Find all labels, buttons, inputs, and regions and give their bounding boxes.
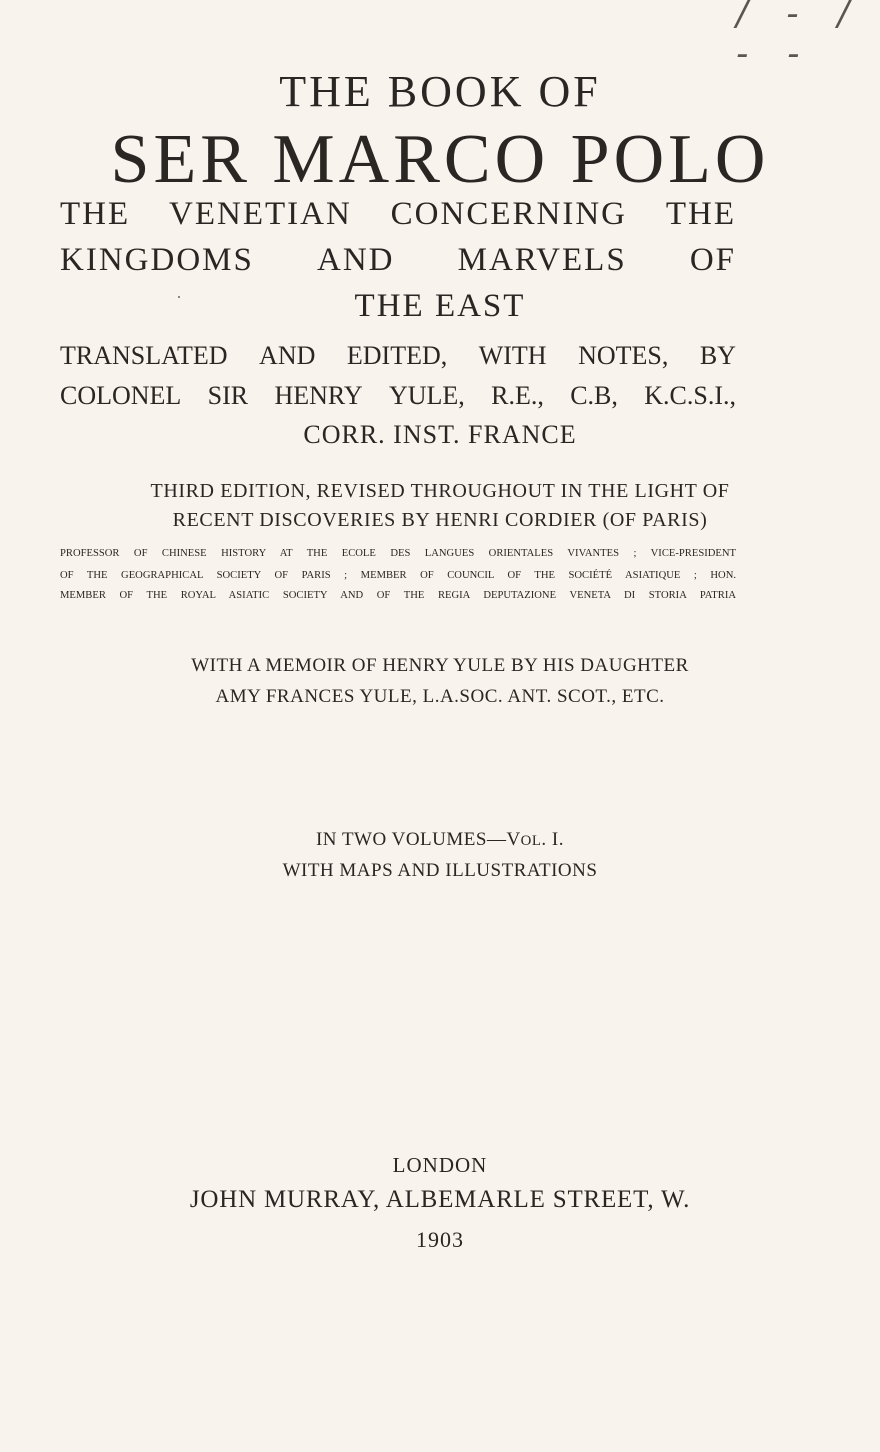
volumes-small-caps: OL: [520, 833, 542, 849]
translator-line-3: CORR. INST. FRANCE: [303, 420, 577, 449]
subtitle-word: THE: [665, 196, 736, 232]
subtitle-word: OF: [689, 242, 736, 278]
translator-word: HENRY: [274, 381, 363, 410]
translator-word: K.C.S.I.,: [644, 381, 736, 410]
translator-word: R.E.,: [491, 381, 544, 410]
translator-word: AND: [259, 341, 316, 370]
credentials-line-2: OF THE GEOGRAPHICAL SOCIETY OF PARIS ; MEMBER OF COUNCIL OF THE SOCIÉTÉ ASIATIQUE ; HON.: [60, 570, 736, 581]
subtitle-word: VENETIAN: [169, 196, 352, 232]
title-line-1: THE BOOK OF: [279, 67, 601, 116]
memoir-line-2: AMY FRANCES YULE, L.A.SOC. ANT. SCOT., ETC.: [215, 686, 665, 707]
subtitle-word: THE: [60, 196, 131, 232]
translator-word: WITH: [478, 341, 547, 370]
edition-line-2: RECENT DISCOVERIES BY HENRI CORDIER (OF PARIS): [172, 509, 708, 531]
edition-line-1: THIRD EDITION, REVISED THROUGHOUT IN THE LIGHT OF: [150, 480, 730, 502]
subtitle-word: AND: [316, 242, 395, 278]
translator-word: YULE,: [388, 381, 465, 410]
volumes-line-1: [0, 829, 880, 851]
translator-line-1: [60, 341, 736, 371]
translator-word: SIR: [207, 381, 249, 410]
translator-line-2: [60, 381, 736, 411]
subtitle-line-3: [60, 196, 736, 233]
memoir-line-1: WITH A MEMOIR OF HENRY YULE BY HIS DAUGHTER: [191, 655, 689, 676]
pencil-mark: / - / - -: [736, 0, 863, 74]
translator-word: BY: [699, 341, 736, 370]
imprint-publisher: JOHN MURRAY, ALBEMARLE STREET, W.: [189, 1186, 691, 1213]
translator-word: EDITED,: [346, 341, 448, 370]
subtitle-word: CONCERNING: [390, 196, 627, 232]
translator-word: COLONEL: [60, 381, 182, 410]
volumes-line-2: WITH MAPS AND ILLUSTRATIONS: [282, 860, 598, 881]
volumes-number: . I.: [541, 829, 564, 850]
translator-word: TRANSLATED: [60, 341, 228, 370]
imprint-city: LONDON: [392, 1153, 488, 1177]
title-line-2: SER MARCO POLO: [110, 121, 770, 198]
credentials-line-3: MEMBER OF THE ROYAL ASIATIC SOCIETY AND OF THE REGIA DEPUTAZIONE VENETA DI STORIA PATRIA: [60, 590, 736, 601]
translator-word: C.B,: [570, 381, 618, 410]
subtitle-word: KINGDOMS: [60, 242, 254, 278]
credentials-line-1: PROFESSOR OF CHINESE HISTORY AT THE ECOLE DES LANGUES ORIENTALES VIVANTES ; VICE-PRESIDENT: [60, 548, 736, 559]
subtitle-line-5: THE EAST: [354, 288, 526, 324]
subtitle-line-4: [60, 242, 736, 279]
translator-word: NOTES,: [578, 341, 669, 370]
imprint-year: 1903: [416, 1227, 464, 1252]
subtitle-word: MARVELS: [457, 242, 627, 278]
volumes-text: IN TWO VOLUMES—V: [315, 829, 521, 850]
